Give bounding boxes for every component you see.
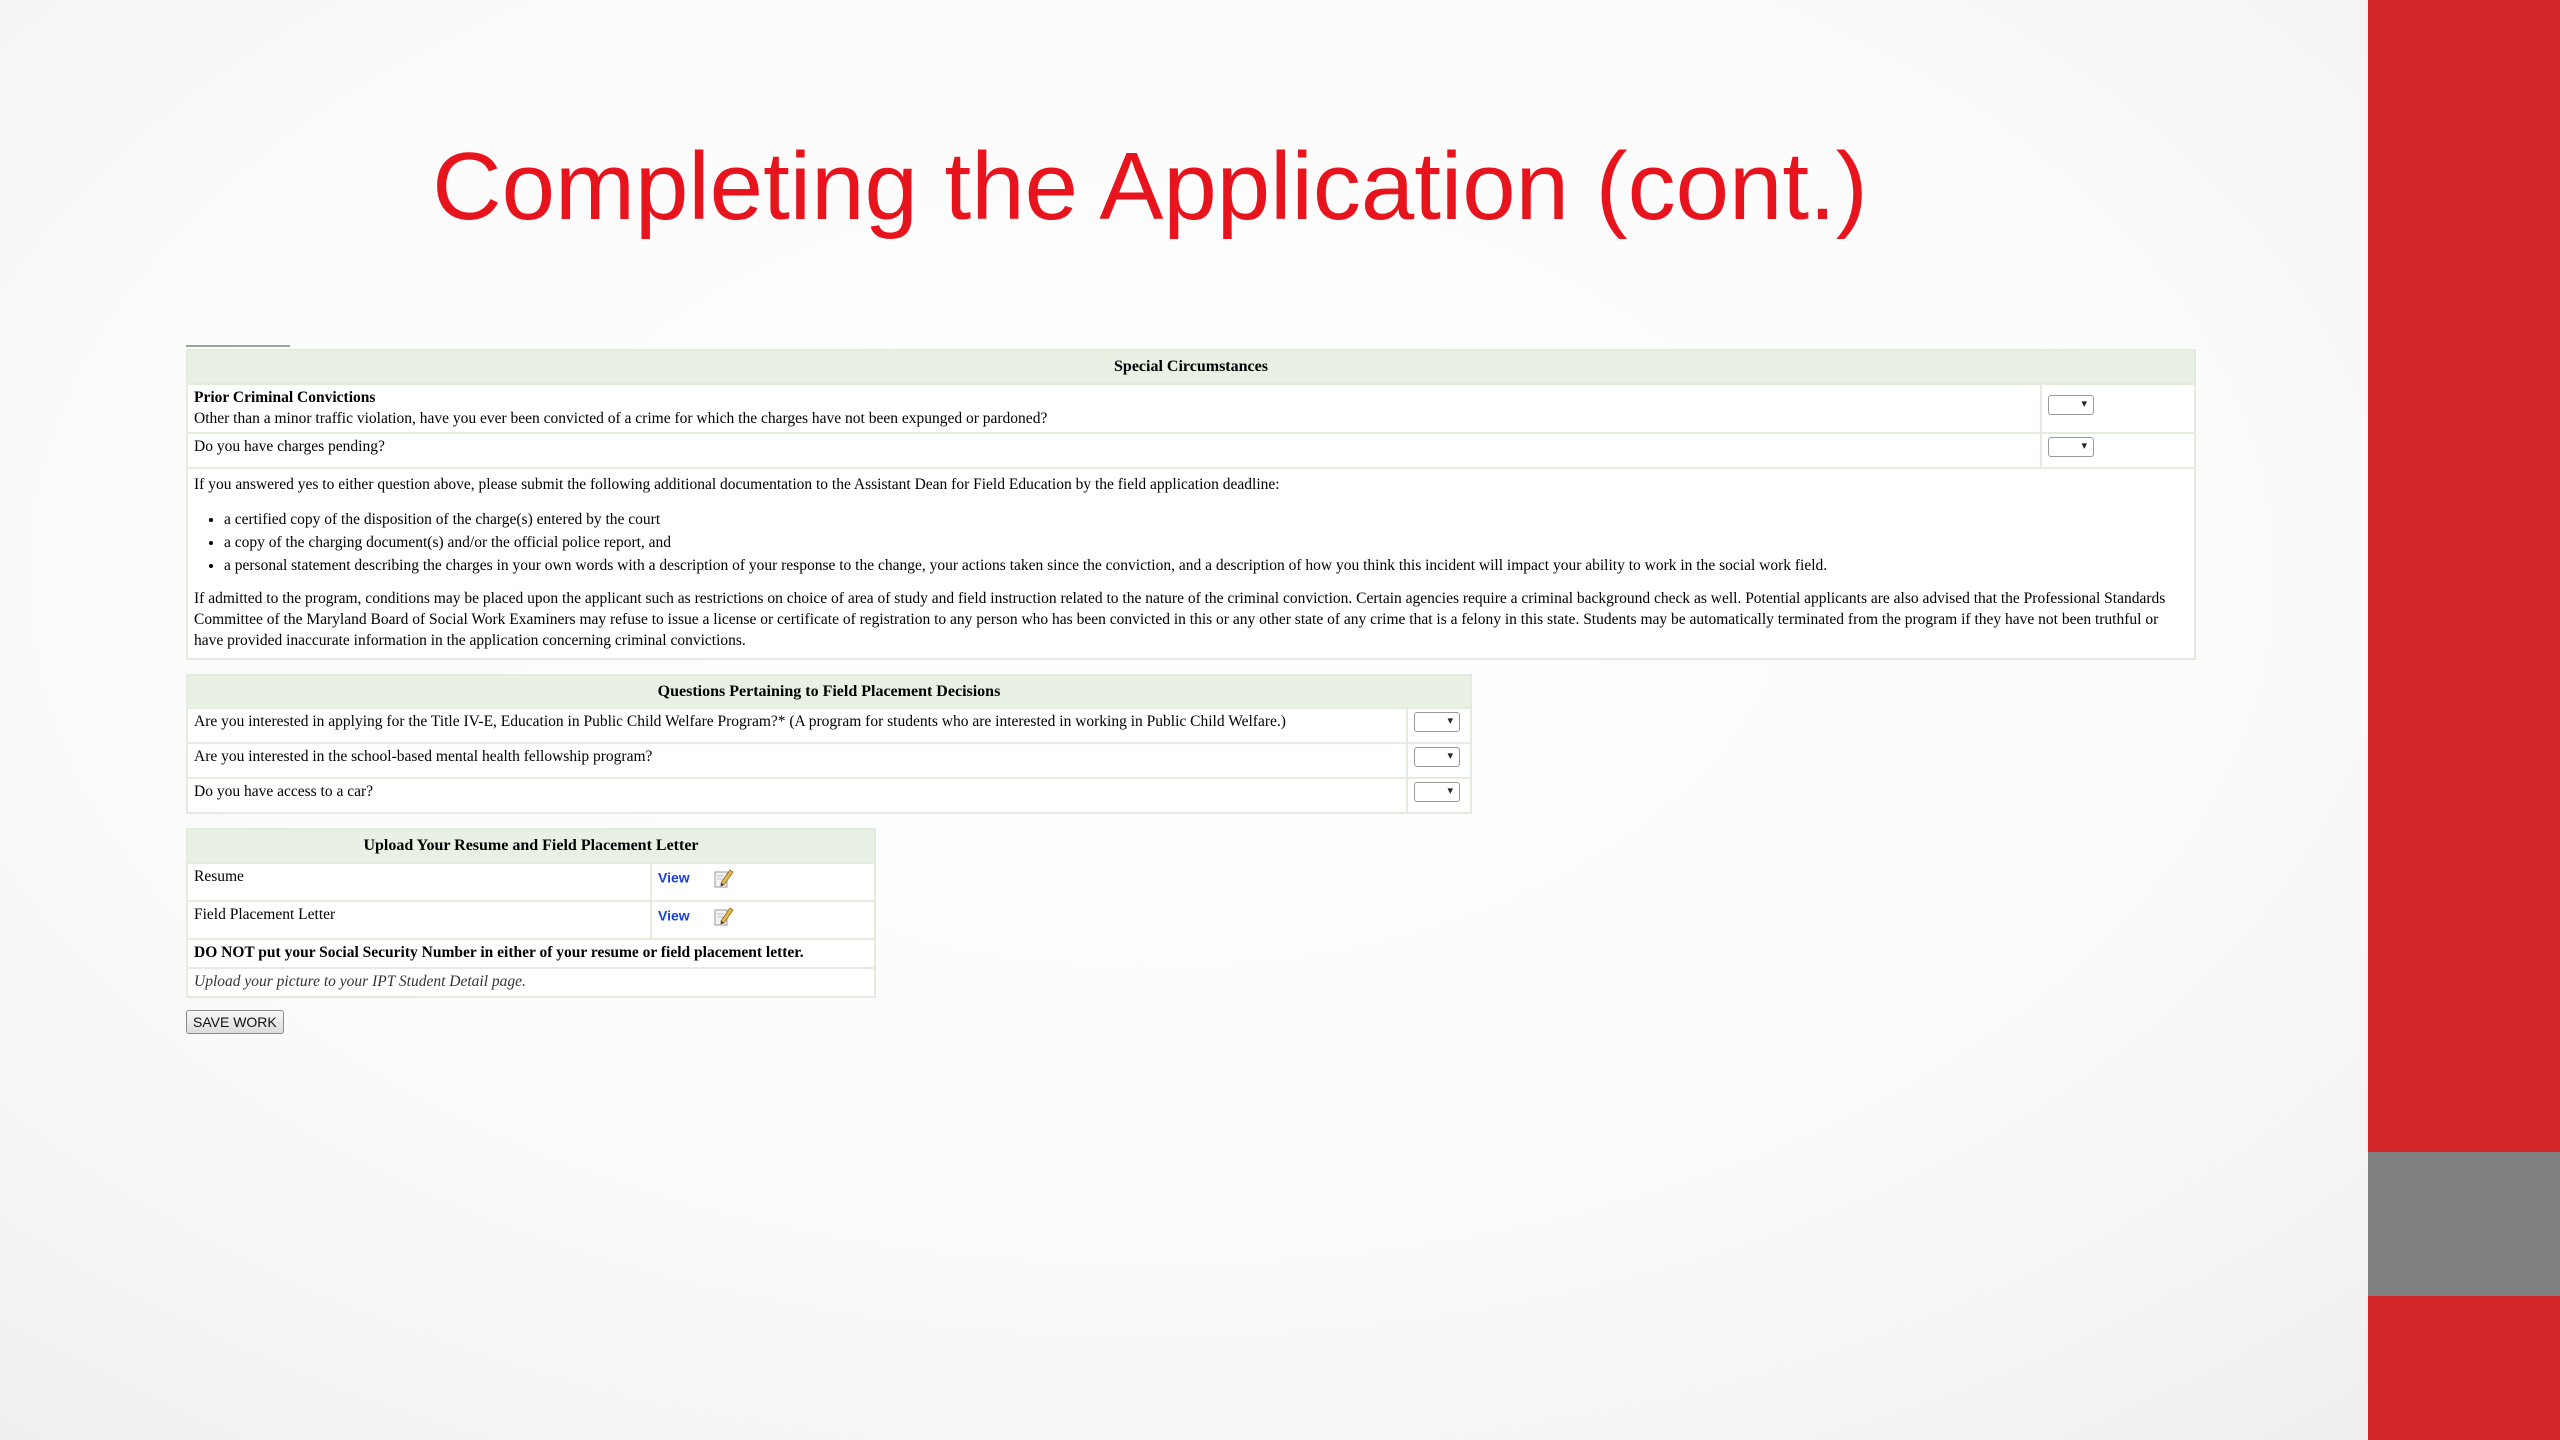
chevron-down-icon: ▾	[1447, 784, 1453, 798]
pencil-edit-icon[interactable]	[712, 867, 734, 889]
ssn-warning: DO NOT put your Social Security Number in either of your resume or field placement letter.	[187, 939, 875, 968]
prior-convictions-select[interactable]	[2048, 395, 2094, 415]
mental-health-question: Are you interested in the school-based mental health fellowship program?	[187, 743, 1407, 778]
prior-convictions-label: Prior Criminal Convictions	[194, 388, 376, 406]
mental-health-select[interactable]	[1414, 747, 1460, 767]
documentation-item: • a certified copy of the disposition of the charge(s) entered by the court	[224, 510, 2188, 531]
placement-letter-view-link[interactable]: View	[658, 907, 690, 924]
accent-bar-red-bottom	[2368, 1296, 2560, 1440]
conviction-notice: If admitted to the program, conditions may be placed upon the applicant such as restrictions on choice of area of study and field instruction related to the nature of the criminal conviction. Certain agencies require a criminal background check as well. Potential applicants are also advised that the Professional Standards Committee of the Maryland Board of Social Work Examiners may refuse to issue a license or certificate of registration to any person who has been convicted in this or any other state of any crime that is a felony in this state. Students may be automatically terminated from the program if they have not been truthful or have provided inaccurate information in the application concerning criminal convictions.	[194, 590, 2166, 649]
documentation-item: • a copy of the charging document(s) and/or the official police report, and	[224, 533, 2188, 554]
field-placement-row-title-ive	[187, 708, 1471, 743]
charges-pending-question: Do you have charges pending?	[187, 433, 2041, 468]
charges-pending-select[interactable]	[2048, 437, 2094, 457]
field-placement-row-mental-health	[187, 743, 1471, 778]
accent-bar-gray	[2368, 1152, 2560, 1296]
title-ive-question: Are you interested in applying for the Title IV-E, Education in Public Child Welfare Program?* (A program for students who are interested in working in Public Child Welfare.)	[187, 708, 1407, 743]
documentation-row	[187, 468, 2195, 658]
documentation-item: • a personal statement describing the charges in your own words with a description of your response to the change, your actions taken since the conviction, and a description of how you think this incident will impact your ability to work in the social work field.	[224, 556, 2188, 577]
pencil-edit-icon[interactable]	[712, 905, 734, 927]
application-form-screenshot	[186, 337, 2198, 1034]
special-circumstances-header: Special Circumstances	[187, 350, 2195, 384]
title-ive-select[interactable]	[1414, 712, 1460, 732]
chevron-down-icon: ▾	[1447, 714, 1453, 728]
chevron-down-icon: ▾	[1447, 749, 1453, 763]
field-placement-table	[186, 674, 1472, 814]
slide-title: Completing the Application (cont.)	[432, 133, 1868, 241]
placement-letter-label: Field Placement Letter	[187, 901, 651, 939]
chevron-down-icon: ▾	[2081, 397, 2087, 411]
resume-view-link[interactable]: View	[658, 869, 690, 886]
charges-pending-row	[187, 433, 2195, 468]
tab-stub	[186, 337, 290, 347]
prior-convictions-row	[187, 384, 2195, 434]
resume-label: Resume	[187, 863, 651, 901]
special-circumstances-table	[186, 349, 2196, 660]
car-access-question: Do you have access to a car?	[187, 778, 1407, 813]
car-access-select[interactable]	[1414, 782, 1460, 802]
documentation-instructions: If you answered yes to either question above, please submit the following additional documentation to the Assistant Dean for Field Education by the field application deadline:	[194, 476, 1280, 494]
upload-header: Upload Your Resume and Field Placement Letter	[187, 829, 875, 863]
upload-table	[186, 828, 876, 997]
accent-bar-red-top	[2368, 0, 2560, 1152]
upload-row-resume	[187, 863, 875, 901]
field-placement-header: Questions Pertaining to Field Placement Decisions	[187, 675, 1471, 709]
documentation-list	[194, 510, 2188, 577]
chevron-down-icon: ▾	[2081, 439, 2087, 453]
upload-row-letter	[187, 901, 875, 939]
prior-convictions-question: Other than a minor traffic violation, have you ever been convicted of a crime for which the charges have not been expunged or pardoned?	[194, 409, 1048, 427]
picture-upload-note: Upload your picture to your IPT Student Detail page.	[187, 968, 875, 997]
field-placement-row-car	[187, 778, 1471, 813]
save-work-button[interactable]: SAVE WORK	[186, 1010, 284, 1034]
